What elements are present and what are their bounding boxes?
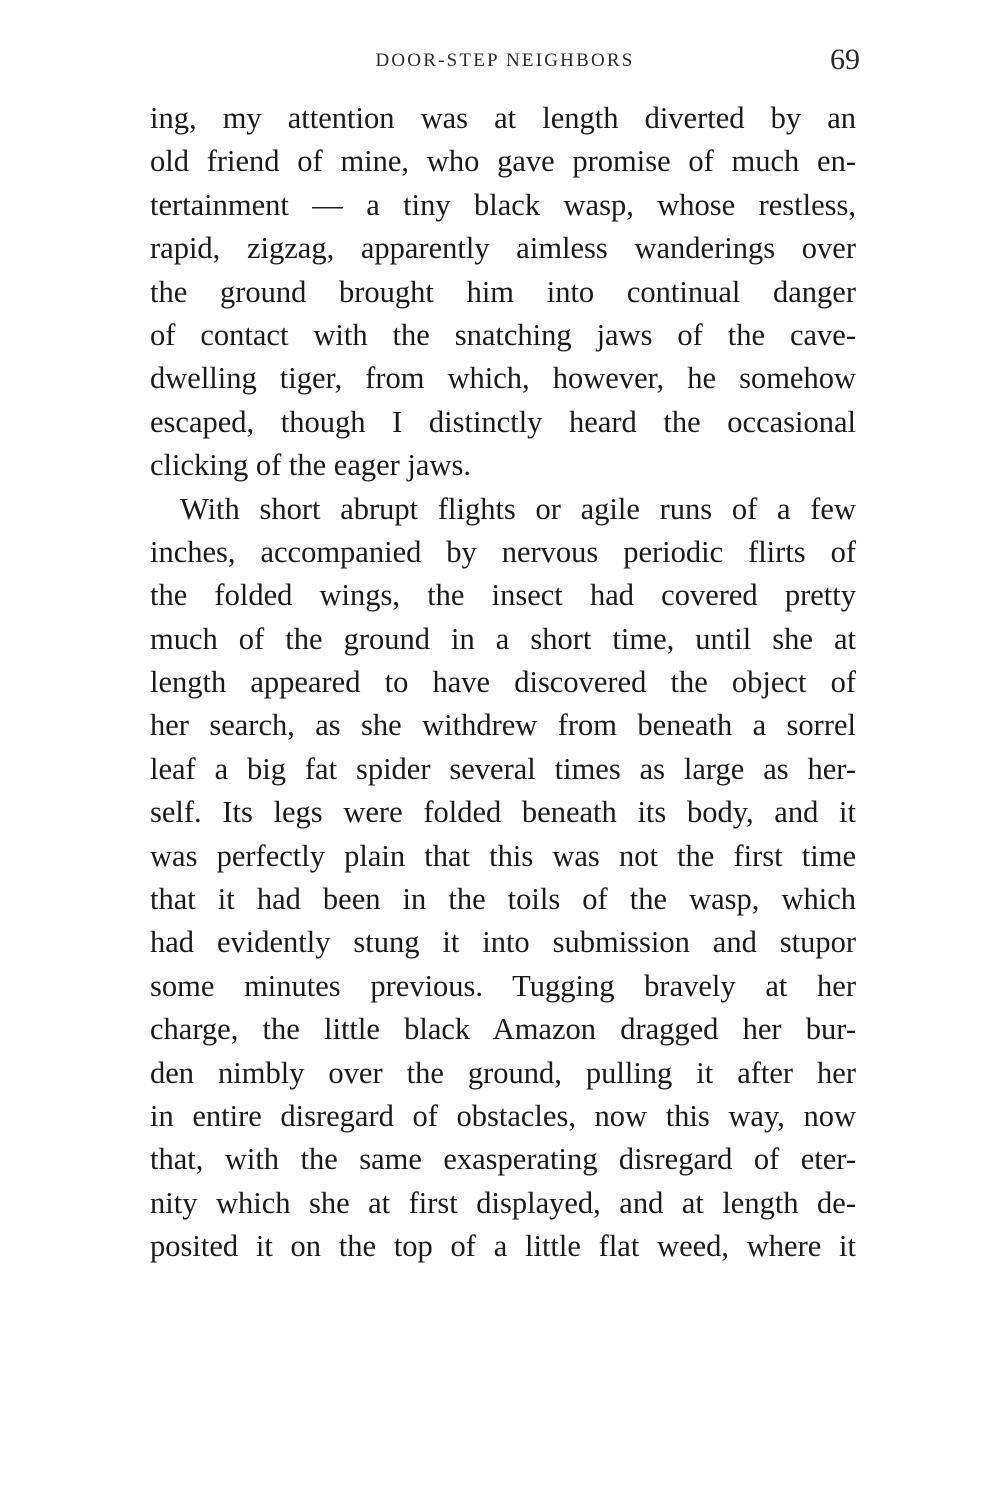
text-line: that it had been in the toils of the wasp, which — [150, 882, 856, 917]
text-line: nity which she at first displayed, and at length de- — [150, 1185, 856, 1220]
text-line: that, with the same exasperating disregard of eter- — [150, 1142, 856, 1177]
paragraph-2 — [150, 488, 856, 1269]
text-line: had evidently stung it into submission and stupor — [150, 925, 856, 960]
text-line: the folded wings, the insect had covered pretty — [150, 578, 856, 613]
text-line: den nimbly over the ground, pulling it after her — [150, 1055, 856, 1090]
text-line: escaped, though I distinctly heard the occasional — [150, 404, 856, 439]
body-text — [150, 97, 856, 1269]
text-line: some minutes previous. Tugging bravely at her — [150, 968, 856, 1003]
text-line: tertainment — a tiny black wasp, whose restless, — [150, 187, 856, 222]
text-line: charge, the little black Amazon dragged her bur- — [150, 1012, 856, 1047]
text-line: old friend of mine, who gave promise of much en- — [150, 144, 856, 179]
text-line: in entire disregard of obstacles, now this way, now — [150, 1098, 856, 1133]
text-line: ing, my attention was at length diverted by an — [150, 101, 856, 135]
text-line: rapid, zigzag, apparently aimless wanderings over — [150, 231, 856, 266]
text-line: With short abrupt flights or agile runs of a few — [180, 491, 856, 526]
text-line: inches, accompanied by nervous periodic flirts of — [150, 534, 856, 569]
text-line: self. Its legs were folded beneath its body, and it — [150, 795, 856, 830]
text-line: clicking of the eager jaws. — [150, 448, 471, 483]
text-line: the ground brought him into continual danger — [150, 274, 856, 309]
running-title: DOOR-STEP NEIGHBORS — [375, 50, 635, 71]
text-line: of contact with the snatching jaws of the cave- — [150, 317, 856, 352]
text-line: was perfectly plain that this was not the first time — [150, 838, 856, 873]
text-line: leaf a big fat spider several times as large as her- — [150, 751, 856, 786]
text-line: her search, as she withdrew from beneath a sorrel — [150, 708, 856, 743]
text-line: length appeared to have discovered the object of — [150, 665, 856, 700]
text-line: much of the ground in a short time, until she at — [150, 621, 856, 656]
text-line: dwelling tiger, from which, however, he somehow — [150, 361, 856, 396]
running-head — [150, 43, 860, 80]
text-line: posited it on the top of a little flat weed, where it — [150, 1229, 856, 1264]
page-number: 69 — [830, 43, 860, 76]
paragraph-1 — [150, 97, 856, 488]
